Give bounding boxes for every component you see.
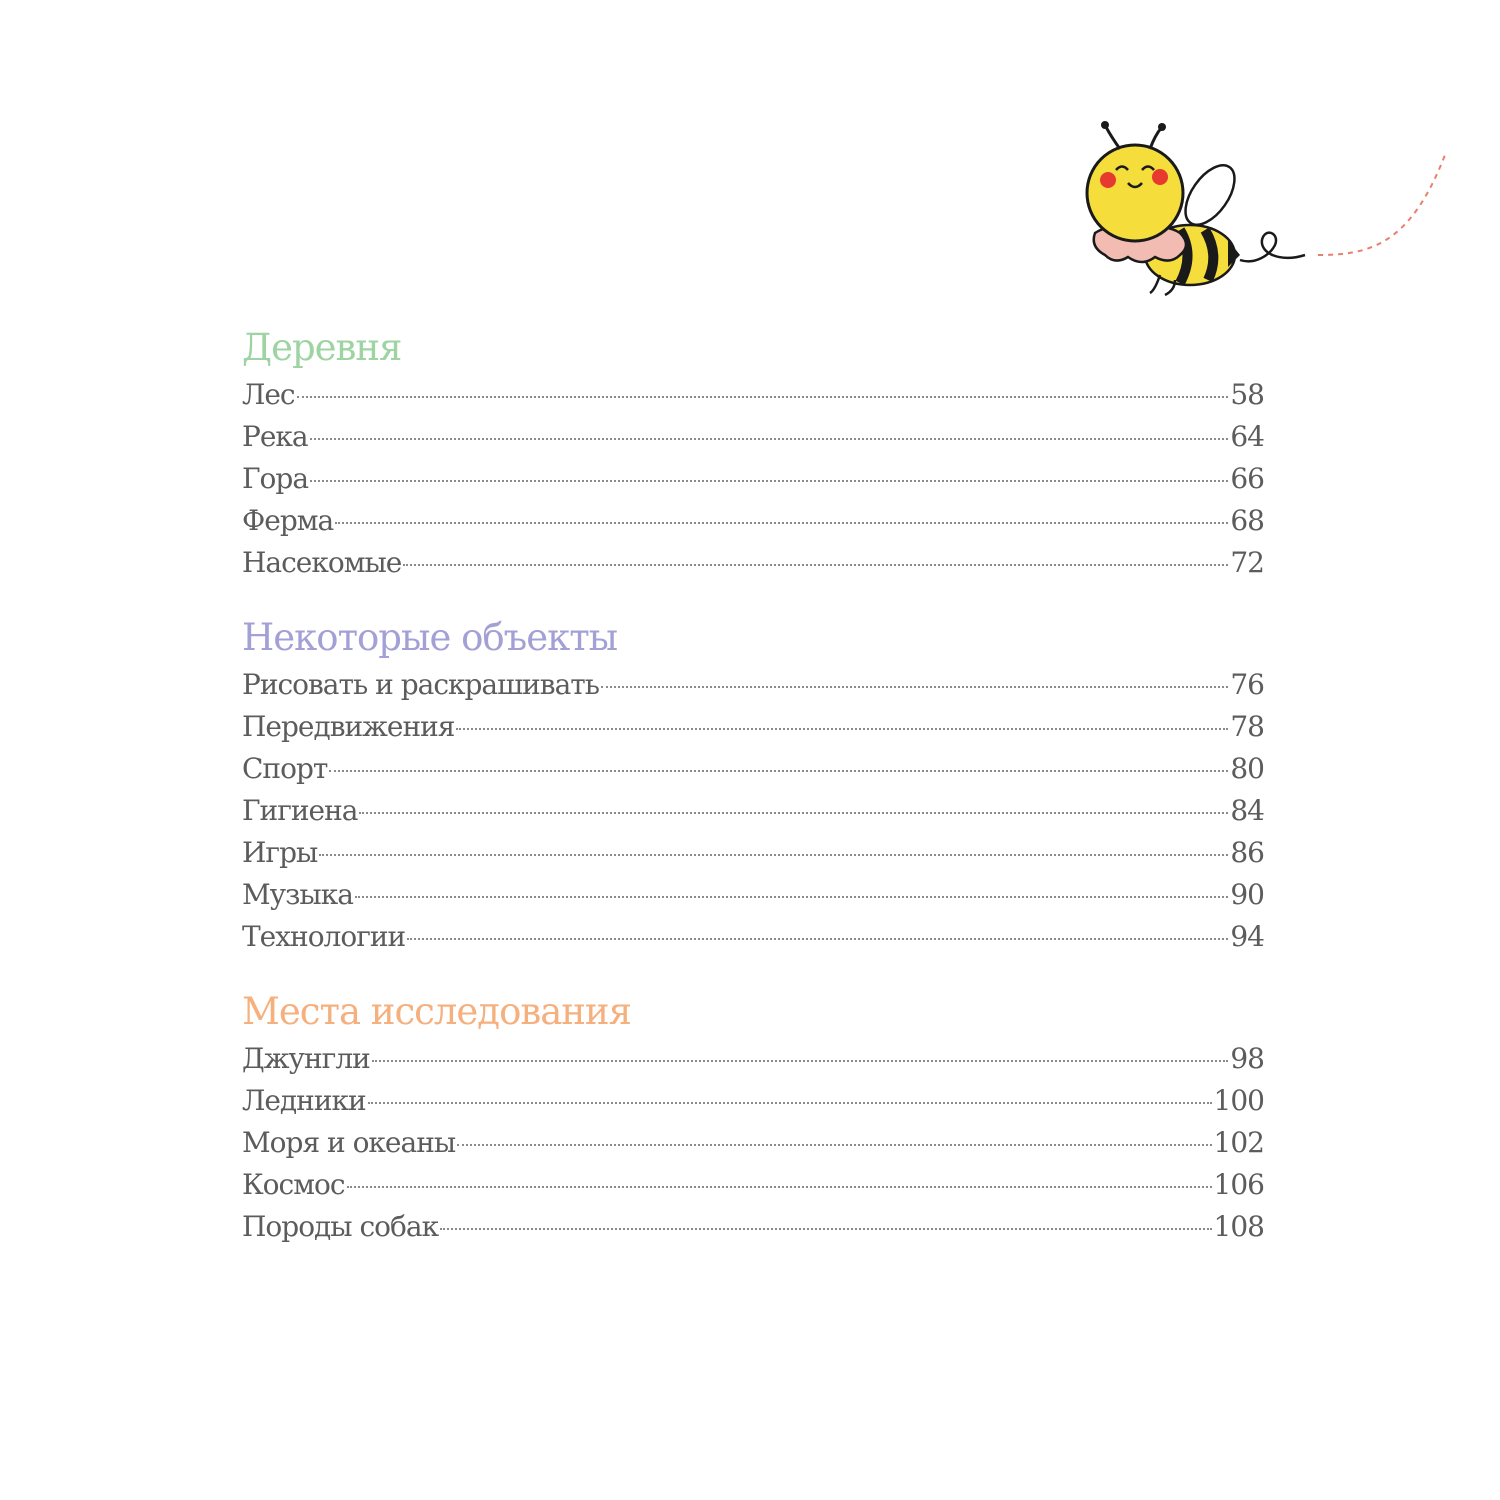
entry-label: Гигиена [242, 794, 358, 827]
dot-leader [310, 438, 1229, 440]
toc-section [242, 612, 1264, 958]
entry-page-number: 100 [1213, 1084, 1264, 1117]
dot-leader [407, 938, 1228, 940]
entry-page-number: 76 [1230, 668, 1264, 701]
entry-page-number: 94 [1230, 920, 1264, 953]
entry-page-number: 106 [1213, 1168, 1264, 1201]
entry-page-number: 102 [1213, 1126, 1264, 1159]
dot-leader [403, 564, 1228, 566]
toc-entry[interactable] [242, 500, 1264, 542]
entry-label: Технологии [242, 920, 406, 953]
entry-page-number: 68 [1230, 504, 1264, 537]
table-of-contents [242, 322, 1264, 1276]
entry-page-number: 72 [1230, 546, 1264, 579]
toc-entry[interactable] [242, 416, 1264, 458]
entry-label: Музыка [242, 878, 353, 911]
entry-page-number: 98 [1230, 1042, 1264, 1075]
toc-entry[interactable] [242, 458, 1264, 500]
dot-leader [319, 854, 1228, 856]
toc-entry[interactable] [242, 1122, 1264, 1164]
entry-page-number: 78 [1230, 710, 1264, 743]
dot-leader [335, 522, 1228, 524]
toc-entry[interactable] [242, 706, 1264, 748]
entry-page-number: 108 [1213, 1210, 1264, 1243]
entry-page-number: 64 [1230, 420, 1264, 453]
toc-entry[interactable] [242, 1038, 1264, 1080]
entry-label: Рисовать и раскрашивать [242, 668, 599, 701]
entry-label: Насекомые [242, 546, 402, 579]
toc-entry[interactable] [242, 1080, 1264, 1122]
toc-entry[interactable] [242, 748, 1264, 790]
entry-label: Ферма [242, 504, 334, 537]
entry-label: Спорт [242, 752, 328, 785]
entry-label: Ледники [242, 1084, 366, 1117]
toc-entry[interactable] [242, 832, 1264, 874]
dot-leader [440, 1228, 1211, 1230]
toc-entry[interactable] [242, 542, 1264, 584]
toc-entry[interactable] [242, 664, 1264, 706]
toc-entry[interactable] [242, 1164, 1264, 1206]
dot-leader [457, 1144, 1211, 1146]
dot-leader [297, 396, 1229, 398]
dot-leader [347, 1186, 1212, 1188]
bee-wing [1176, 157, 1244, 233]
entry-label: Река [242, 420, 308, 453]
entry-label: Передвижения [242, 710, 455, 743]
toc-entry[interactable] [242, 916, 1264, 958]
entry-label: Джунгли [242, 1042, 370, 1075]
toc-entry[interactable] [242, 790, 1264, 832]
section-heading: Места исследования [242, 990, 631, 1033]
flight-loop [1240, 233, 1305, 262]
dot-leader [368, 1102, 1212, 1104]
dot-leader [456, 728, 1228, 730]
entry-label: Космос [242, 1168, 345, 1201]
entry-label: Породы собак [242, 1210, 439, 1243]
entry-page-number: 86 [1230, 836, 1264, 869]
entry-page-number: 58 [1230, 378, 1264, 411]
bee-head [1087, 121, 1183, 241]
section-heading: Некоторые объекты [242, 616, 618, 659]
entry-page-number: 66 [1230, 462, 1264, 495]
section-heading: Деревня [242, 326, 402, 369]
toc-section [242, 986, 1264, 1248]
entry-label: Моря и океаны [242, 1126, 456, 1159]
entry-label: Лес [242, 378, 295, 411]
bee-illustration [1080, 115, 1460, 300]
toc-entry[interactable] [242, 874, 1264, 916]
entry-page-number: 80 [1230, 752, 1264, 785]
dot-leader [601, 686, 1228, 688]
dot-leader [355, 896, 1228, 898]
flight-trail [1318, 155, 1445, 255]
entry-page-number: 90 [1230, 878, 1264, 911]
toc-section [242, 322, 1264, 584]
dot-leader [329, 770, 1228, 772]
dot-leader [359, 812, 1228, 814]
toc-entry[interactable] [242, 1206, 1264, 1248]
toc-entry[interactable] [242, 374, 1264, 416]
entry-label: Гора [242, 462, 309, 495]
dot-leader [310, 480, 1228, 482]
entry-label: Игры [242, 836, 318, 869]
entry-page-number: 84 [1230, 794, 1264, 827]
dot-leader [372, 1060, 1229, 1062]
